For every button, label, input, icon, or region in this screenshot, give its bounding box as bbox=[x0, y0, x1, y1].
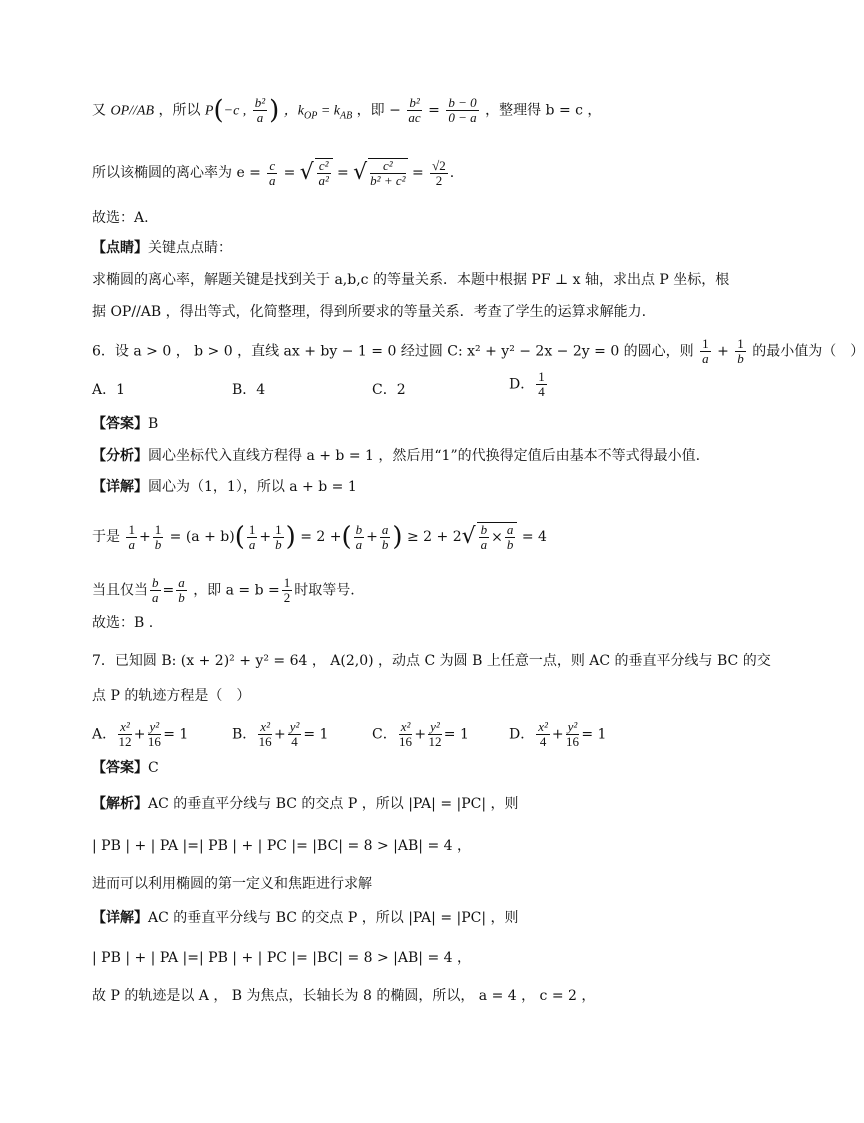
q7-option-d: D． $\frac{\text{x²}}{4}$ + $\frac{\text{y²}}{16}$ = 1 bbox=[509, 719, 607, 749]
q7-option-b: B． $\frac{\text{x²}}{16}$ + $\frac{\text{y²}}{4}$ = 1 bbox=[232, 719, 329, 749]
q7-analysis-2: | PB | + | PA |=| PB | + | PC |= |BC| = 8 > |AB| = 4 ， bbox=[92, 838, 471, 854]
fraction-c2-over-b2c2: $\frac{\text{c²}}{\text{b² + c²}}$ bbox=[370, 158, 406, 188]
q7-stem-2: 点 P 的轨迹方程是（ ） bbox=[92, 688, 251, 704]
q7-stem-1: 7．已知圆 B: (x + 2)² + y² = 64 ， A(2,0) ，动点 C 为圆 B 上任意一点，则 AC 的垂直平分线与 BC 的交 bbox=[92, 653, 771, 669]
fraction-1-over-a: $\frac{1}{a}$ bbox=[702, 336, 709, 366]
fraction-1-over-b: $\frac{1}{b}$ bbox=[737, 336, 744, 366]
q6-option-c: C．2 bbox=[372, 382, 406, 398]
q7-option-c: C． $\frac{\text{x²}}{16}$ + $\frac{\text{y²}}{12}$ = 1 bbox=[372, 719, 469, 749]
explanation-1: 求椭圆的离心率，解题关键是找到关于 a,b,c 的等量关系．本题中根据 PF ⊥ x 轴，求出点 P 坐标，根 bbox=[92, 272, 730, 288]
fraction-c2-over-a2: $\frac{\text{c²}}{\text{a²}}$ bbox=[318, 158, 329, 188]
q6-stem: 6．设 a > 0 ， b > 0 ，直线 ax + by − 1 = 0 经过圆 C: x² + y² − 2x − 2y = 0 的圆心，则 $\frac{1}{a}$ + $\frac{1}{b}$ 的最小值为（ ） bbox=[92, 336, 864, 366]
q6-choose: 故选：B . bbox=[92, 615, 154, 631]
q6-answer: 【答案】B bbox=[92, 416, 159, 432]
line-op-parallel-ab: 又 OP//AB ，所以 P(−c , $\frac{\text{b²}}{a}$ ) ，$k_{OP} = k_{AB}$ ，即 − $\frac{\text{b²}}{ac}$ = $\frac{b - 0}{0 - a}$ ，整理得 b = c ， bbox=[92, 95, 602, 126]
q6-equation: 于是 $\frac{1}{a}$ + $\frac{1}{b}$ = (a + b)( $\frac{1}{a}$ + $\frac{1}{b}$ ) = 2 +( $\frac{b}{a}$ + $\frac{a}{b}$ ) ≥ 2 + 2√ $\frac{b}{a}$ × $\frac{a}{b}$ = 4 bbox=[92, 521, 547, 552]
q7-detail-2: | PB | + | PA |=| PB | + | PC |= |BC| = 8 > |AB| = 4 ， bbox=[92, 950, 471, 966]
q7-detail: 【详解】AC 的垂直平分线与 BC 的交点 P ，所以 |PA| = |PC| ，则 bbox=[92, 910, 519, 926]
q6-option-b: B．4 bbox=[232, 382, 266, 398]
q6-option-a: A．1 bbox=[92, 382, 126, 398]
q7-analysis-3: 进而可以利用椭圆的第一定义和焦距进行求解 bbox=[92, 876, 372, 892]
fraction-slope: $\frac{b - 0}{0 - a}$ bbox=[448, 95, 477, 125]
line-eccentricity: 所以该椭圆的离心率为 e = $\frac{c}{a}$ = √ $\frac{\text{c²}}{\text{a²}}$ = √ $\frac{\text{c²}}{\text{b² + c²}}$ = $\frac{√2}{2}$ . bbox=[92, 157, 455, 188]
q6-analysis: 【分析】圆心坐标代入直线方程得 a + b = 1 ，然后用“1”的代换得定值后由基本不等式得最小值. bbox=[92, 448, 701, 464]
q6-option-d: D． $\frac{1}{4}$ bbox=[509, 369, 545, 399]
q6-detail: 【详解】圆心为（1，1），所以 a + b = 1 bbox=[92, 479, 357, 495]
q7-analysis: 【解析】AC 的垂直平分线与 BC 的交点 P ，所以 |PA| = |PC| ，则 bbox=[92, 796, 519, 812]
explanation-2: 据 OP//AB ，得出等式，化简整理，得到所要求的等量关系．考查了学生的运算求解能力. bbox=[92, 304, 647, 320]
q7-answer: 【答案】C bbox=[92, 760, 159, 776]
fraction-root2-over-2: $\frac{√2}{2}$ bbox=[432, 157, 446, 188]
dianjing-line: 【点睛】关键点点睛： bbox=[92, 240, 232, 256]
choose-a: 故选：A. bbox=[92, 210, 149, 226]
fraction-b2-over-a: $\frac{\text{b²}}{a}$ bbox=[254, 95, 266, 125]
fraction-c-over-a: $\frac{c}{a}$ bbox=[269, 157, 276, 188]
q7-option-a: A． $\frac{\text{x²}}{12}$ + $\frac{\text{y²}}{16}$ = 1 bbox=[92, 719, 189, 749]
q6-equality-condition: 当且仅当 $\frac{b}{a}$ = $\frac{a}{b}$ ，即 a = b = $\frac{1}{2}$ 时取等号. bbox=[92, 575, 355, 605]
fraction-b2-over-ac: $\frac{\text{b²}}{ac}$ bbox=[408, 95, 421, 125]
q7-detail-3: 故 P 的轨迹是以 A ， B 为焦点，长轴长为 8 的椭圆，所以， a = 4 ， c = 2 ， bbox=[92, 988, 596, 1004]
